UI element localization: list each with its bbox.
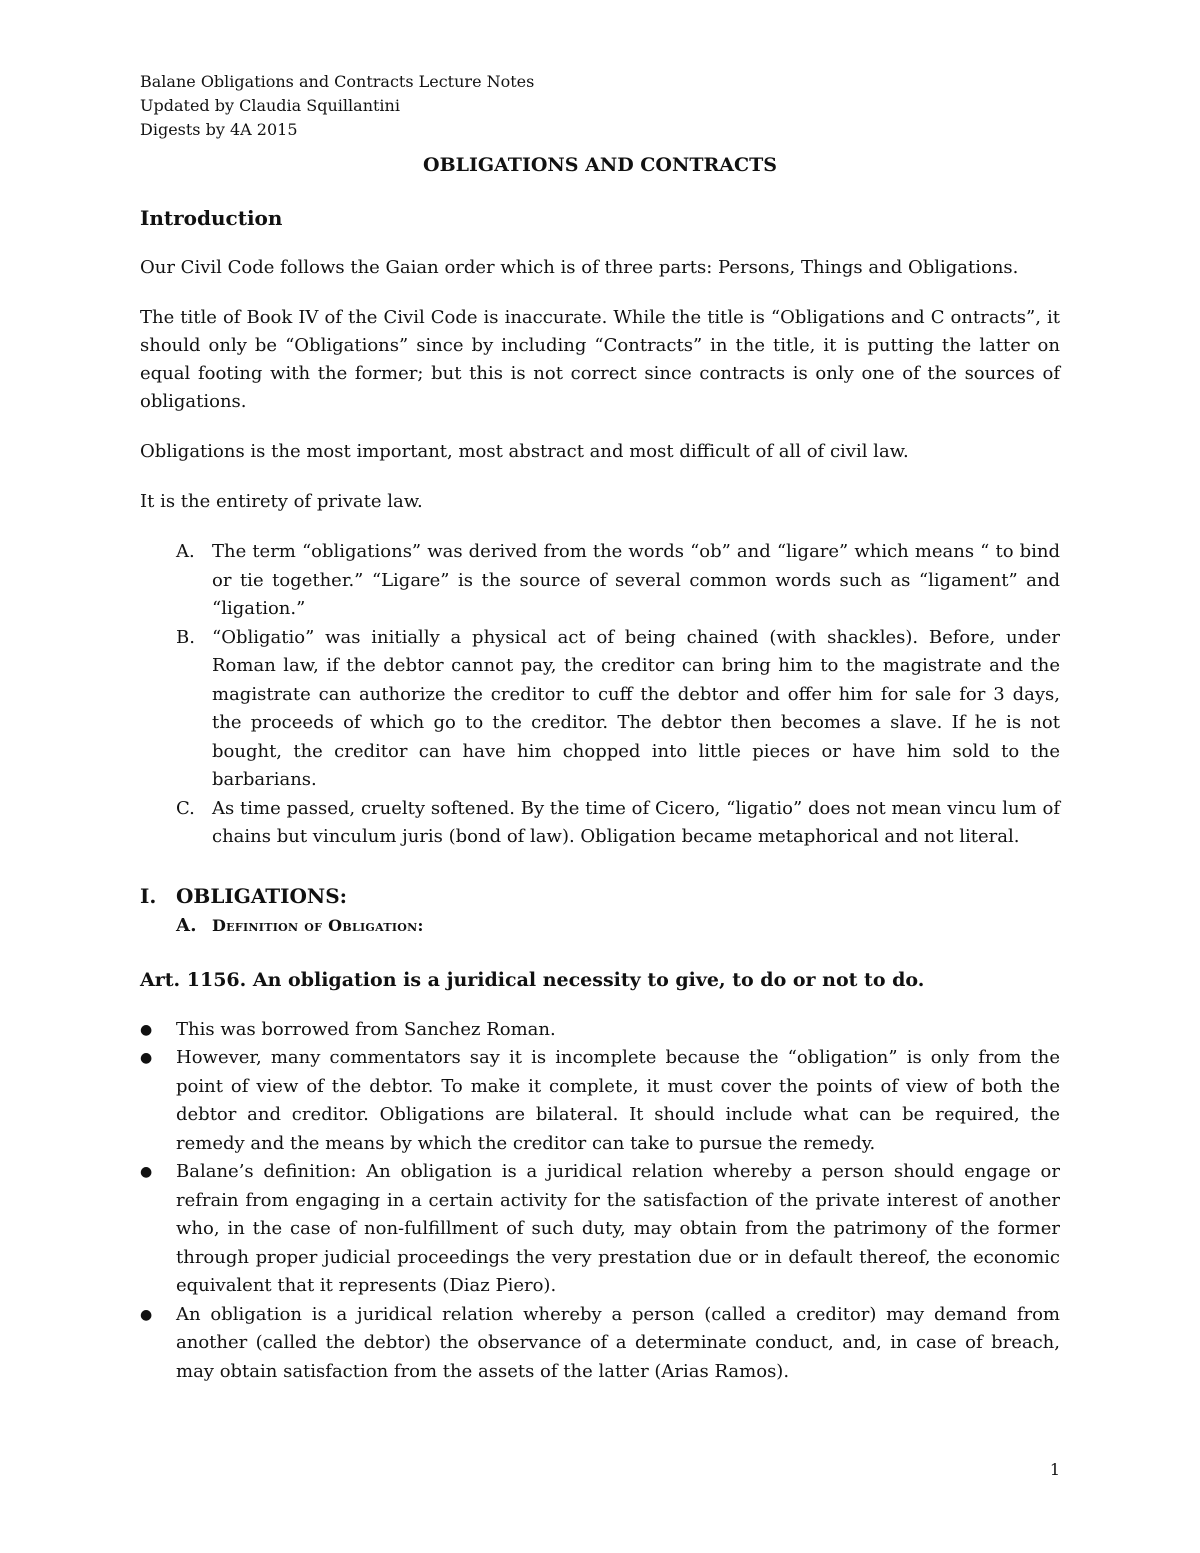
list-item bbox=[140, 1016, 1060, 1045]
list-item bbox=[140, 1158, 1060, 1301]
bullet-text: An obligation is a juridical relation whereby a person (called a creditor) may demand from another (called the debtor) the observance of a determinate conduct, and, in case of breach, may obtain satisfaction from the assets of the latter (Arias Ramos). bbox=[176, 1303, 1060, 1382]
section-number: I. bbox=[140, 883, 157, 908]
bullet-icon: ● bbox=[140, 1164, 153, 1180]
list-marker: A. bbox=[176, 541, 195, 562]
bullet-text: Balane’s definition: An obligation is a juridical relation whereby a person should engage or refrain from engaging in a certain activity for the satisfaction of the private interest of another who, in the case of non-fulfillment of such duty, may obtain from the patrimony of the former through proper judicial proceedings the very prestation due or in default thereof, the economic equivalent that it represents (Diaz Piero). bbox=[176, 1161, 1060, 1296]
subsection-heading-definition bbox=[176, 912, 1060, 940]
page-content bbox=[140, 70, 1060, 1386]
intro-lettered-list bbox=[140, 538, 1060, 852]
article-1156: Art. 1156. An obligation is a juridical necessity to give, to do or not to do. bbox=[140, 968, 925, 991]
bullet-icon: ● bbox=[140, 1306, 153, 1323]
bullet-text: However, many commentators say it is incomplete because the “obligation” is only from the point of view of the debtor. To make it complete, it must cover the points of view of both the debtor and creditor. Obligations are bilateral. It should include what can be required, the remedy and the means by which the creditor can take to pursue the remedy. bbox=[176, 1047, 1060, 1154]
intro-paragraph-2: The title of Book IV of the Civil Code is inaccurate. While the title is “Obligations and C ontracts”, it should only be “Obligations” since by including “Contracts” in the title, it is putting the latter on equal footing with the former; but this is not correct since contracts is only one of the sources of obligations. bbox=[140, 307, 1060, 412]
bullet-text: This was borrowed from Sanchez Roman. bbox=[176, 1018, 556, 1040]
document-title: OBLIGATIONS AND CONTRACTS bbox=[423, 154, 777, 176]
list-item bbox=[176, 795, 1060, 852]
page-number: 1 bbox=[1049, 1460, 1060, 1479]
header-line-1: Balane Obligations and Contracts Lecture Notes bbox=[140, 72, 535, 91]
bullet-icon: ● bbox=[140, 1021, 153, 1038]
bullet-list bbox=[140, 1016, 1060, 1387]
header-line-2: Updated by Claudia Squillantini bbox=[140, 96, 400, 115]
intro-paragraph-4: It is the entirety of private law. bbox=[140, 491, 423, 512]
subsection-title: Definition of Obligation: bbox=[212, 915, 424, 935]
list-marker: C. bbox=[176, 797, 195, 819]
intro-paragraph-3: Obligations is the most important, most abstract and most difficult of all of civil law. bbox=[140, 441, 909, 462]
section-heading-obligations bbox=[140, 882, 1060, 910]
list-item bbox=[140, 1301, 1060, 1387]
list-item bbox=[140, 1044, 1060, 1158]
section-title: OBLIGATIONS: bbox=[176, 883, 348, 908]
list-item-text: The term “obligations” was derived from the words “ob” and “ligare” which means “ to bind or tie together.” “Ligare” is the source of several common words such as “ligament” and “ligation.” bbox=[212, 541, 1060, 619]
subsection-number: A. bbox=[176, 914, 197, 936]
list-item-text: “Obligatio” was initially a physical act of being chained (with shackles). Before, under Roman law, if the debtor cannot pay, the creditor can bring him to the magistrate and the magistrate can authorize the creditor to cuff the debtor and offer him for sale for 3 days, the proceeds of which go to the creditor. The debtor then becomes a slave. If he is not bought, the creditor can have him chopped into little pieces or have him sold to the barbarians. bbox=[212, 626, 1060, 790]
list-item bbox=[176, 624, 1060, 795]
intro-paragraph-1: Our Civil Code follows the Gaian order which is of three parts: Persons, Things and Obligations. bbox=[140, 257, 1019, 278]
list-item bbox=[176, 538, 1060, 624]
list-marker: B. bbox=[176, 626, 195, 648]
header-line-3: Digests by 4A 2015 bbox=[140, 120, 298, 139]
bullet-icon: ● bbox=[140, 1050, 153, 1066]
introduction-heading: Introduction bbox=[140, 206, 283, 230]
list-item-text: As time passed, cruelty softened. By the time of Cicero, “ligatio” does not mean vincu lum of chains but vinculum juris (bond of law). Obligation became metaphorical and not literal. bbox=[212, 797, 1060, 847]
